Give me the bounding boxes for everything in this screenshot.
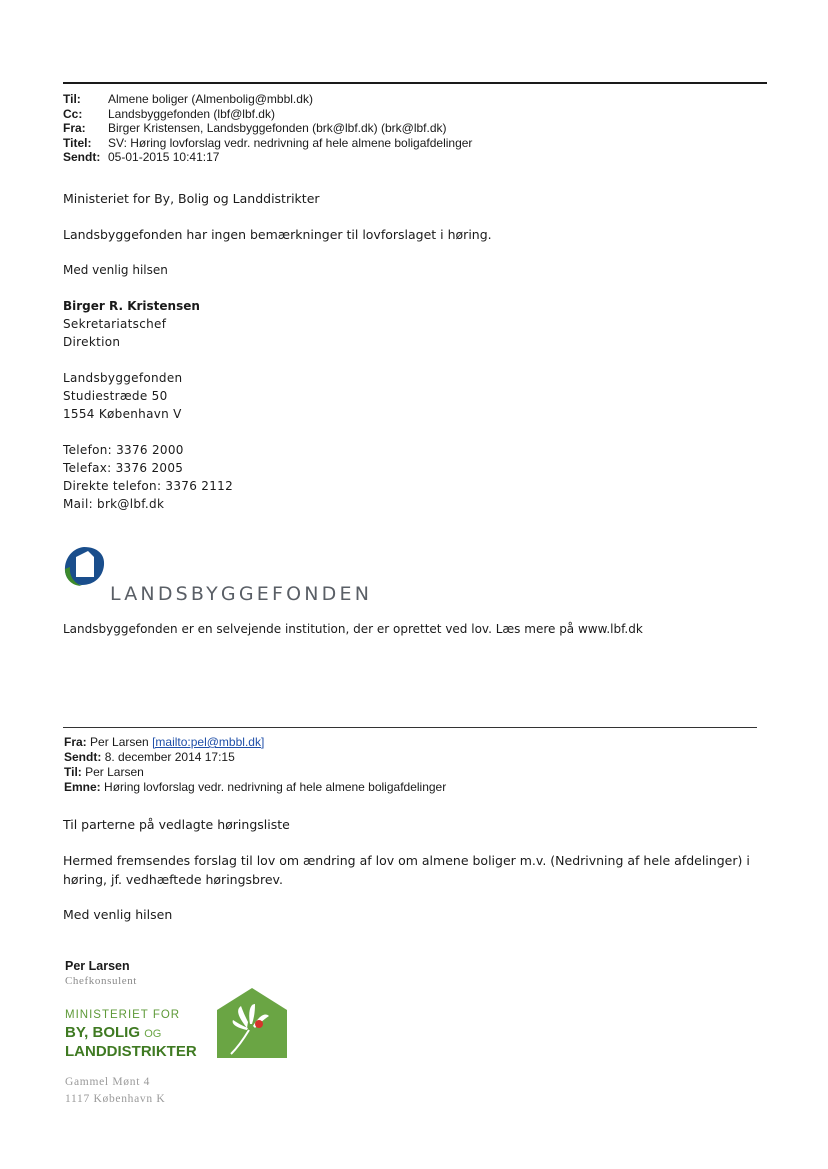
signature-street: Studiestræde 50: [63, 389, 168, 403]
forward-sent-value: 8. december 2014 17:15: [104, 750, 235, 764]
forward-to-label: Til:: [64, 765, 82, 779]
forward-divider: [63, 727, 757, 728]
header-label: Fra:: [63, 121, 86, 135]
forward-body-line-1: Hermed fremsendes forslag til lov om ændring af lov om almene boliger m.v. (Nedrivning af hele afdelinger) i: [63, 853, 750, 868]
ministry-line-2b: OG: [144, 1028, 162, 1040]
header-value: SV: Høring lovforslag vedr. nedrivning af hele almene boligafdelinger: [108, 135, 473, 150]
ministry-flower-icon: [217, 988, 287, 1058]
landsbyggefonden-logo-text: LANDSBYGGEFONDEN: [110, 583, 373, 605]
header-label: Titel:: [63, 135, 92, 150]
forward-body-line-2: høring, jf. vedhæftede høringsbrev.: [63, 872, 283, 887]
reply-statement: Landsbyggefonden har ingen bemærkninger til lovforslaget i høring.: [63, 227, 492, 242]
header-row-from: [63, 121, 472, 136]
signature-title: Sekretariatschef: [63, 317, 167, 331]
header-value: Landsbyggefonden (lbf@lbf.dk): [108, 106, 275, 121]
header-row-to: [63, 92, 472, 107]
forward-to-value: Per Larsen: [85, 765, 144, 779]
landsbyggefonden-logo-mark: [62, 545, 106, 589]
signature-name: Birger R. Kristensen: [63, 299, 200, 313]
header-row-cc: [63, 107, 472, 122]
top-divider: [63, 82, 767, 84]
header-row-sent: [63, 150, 472, 165]
ministry-logo-text: [65, 1007, 197, 1060]
forward-salutation: Til parterne på vedlagte høringsliste: [63, 817, 290, 832]
header-value: Birger Kristensen, Landsbyggefonden (brk@lbf.dk) (brk@lbf.dk): [108, 121, 447, 135]
ministry-line-1: MINISTERIET FOR: [65, 1009, 181, 1021]
signature-city: 1554 København V: [63, 407, 182, 421]
reply-greeting: Med venlig hilsen: [63, 263, 168, 277]
ministry-line-2: [65, 1024, 197, 1043]
reply-footer: Landsbyggefonden er en selvejende institution, der er oprettet ved lov. Læs mere på www.lbf.dk: [63, 622, 643, 636]
forward-from-row: [64, 735, 446, 750]
forward-sent-row: [64, 750, 446, 765]
forward-from-mailto-link[interactable]: [mailto:pel@mbbl.dk]: [152, 735, 265, 749]
ministry-address-line-2: 1117 København K: [65, 1093, 166, 1105]
header-value: 05-01-2015 10:41:17: [108, 150, 220, 164]
signature-direct-phone: Direkte telefon: 3376 2112: [63, 479, 234, 493]
signature-org: Landsbyggefonden: [63, 371, 183, 385]
forward-greeting: Med venlig hilsen: [63, 907, 173, 922]
header-label: Cc:: [63, 106, 83, 121]
forward-signature-title: Chefkonsulent: [65, 975, 137, 987]
header-label: Sendt:: [63, 150, 101, 164]
forwarded-header: [64, 735, 446, 795]
email-header: [63, 92, 472, 165]
forward-from-label: Fra:: [64, 735, 87, 749]
signature-phone: Telefon: 3376 2000: [63, 443, 184, 457]
forward-subject-label: Emne:: [64, 780, 101, 794]
ministry-line-2a: BY, BOLIG: [65, 1024, 141, 1041]
forward-signature-name: Per Larsen: [65, 959, 130, 973]
forward-from-name: Per Larsen: [90, 735, 149, 749]
header-row-title: [63, 136, 472, 151]
signature-fax: Telefax: 3376 2005: [63, 461, 184, 475]
ministry-address-line-1: Gammel Mønt 4: [65, 1076, 151, 1088]
forward-to-row: [64, 765, 446, 780]
header-label: Til:: [63, 92, 81, 106]
forward-sent-label: Sendt:: [64, 750, 102, 764]
ministry-line-3: LANDDISTRIKTER: [65, 1043, 197, 1060]
forward-subject-row: [64, 780, 446, 795]
reply-addressee: Ministeriet for By, Bolig og Landdistrikter: [63, 191, 320, 206]
signature-department: Direktion: [63, 335, 121, 349]
header-value: Almene boliger (Almenbolig@mbbl.dk): [108, 92, 313, 106]
forward-subject-value: Høring lovforslag vedr. nedrivning af hele almene boligafdelinger: [104, 780, 447, 794]
signature-mail: Mail: brk@lbf.dk: [63, 497, 165, 511]
